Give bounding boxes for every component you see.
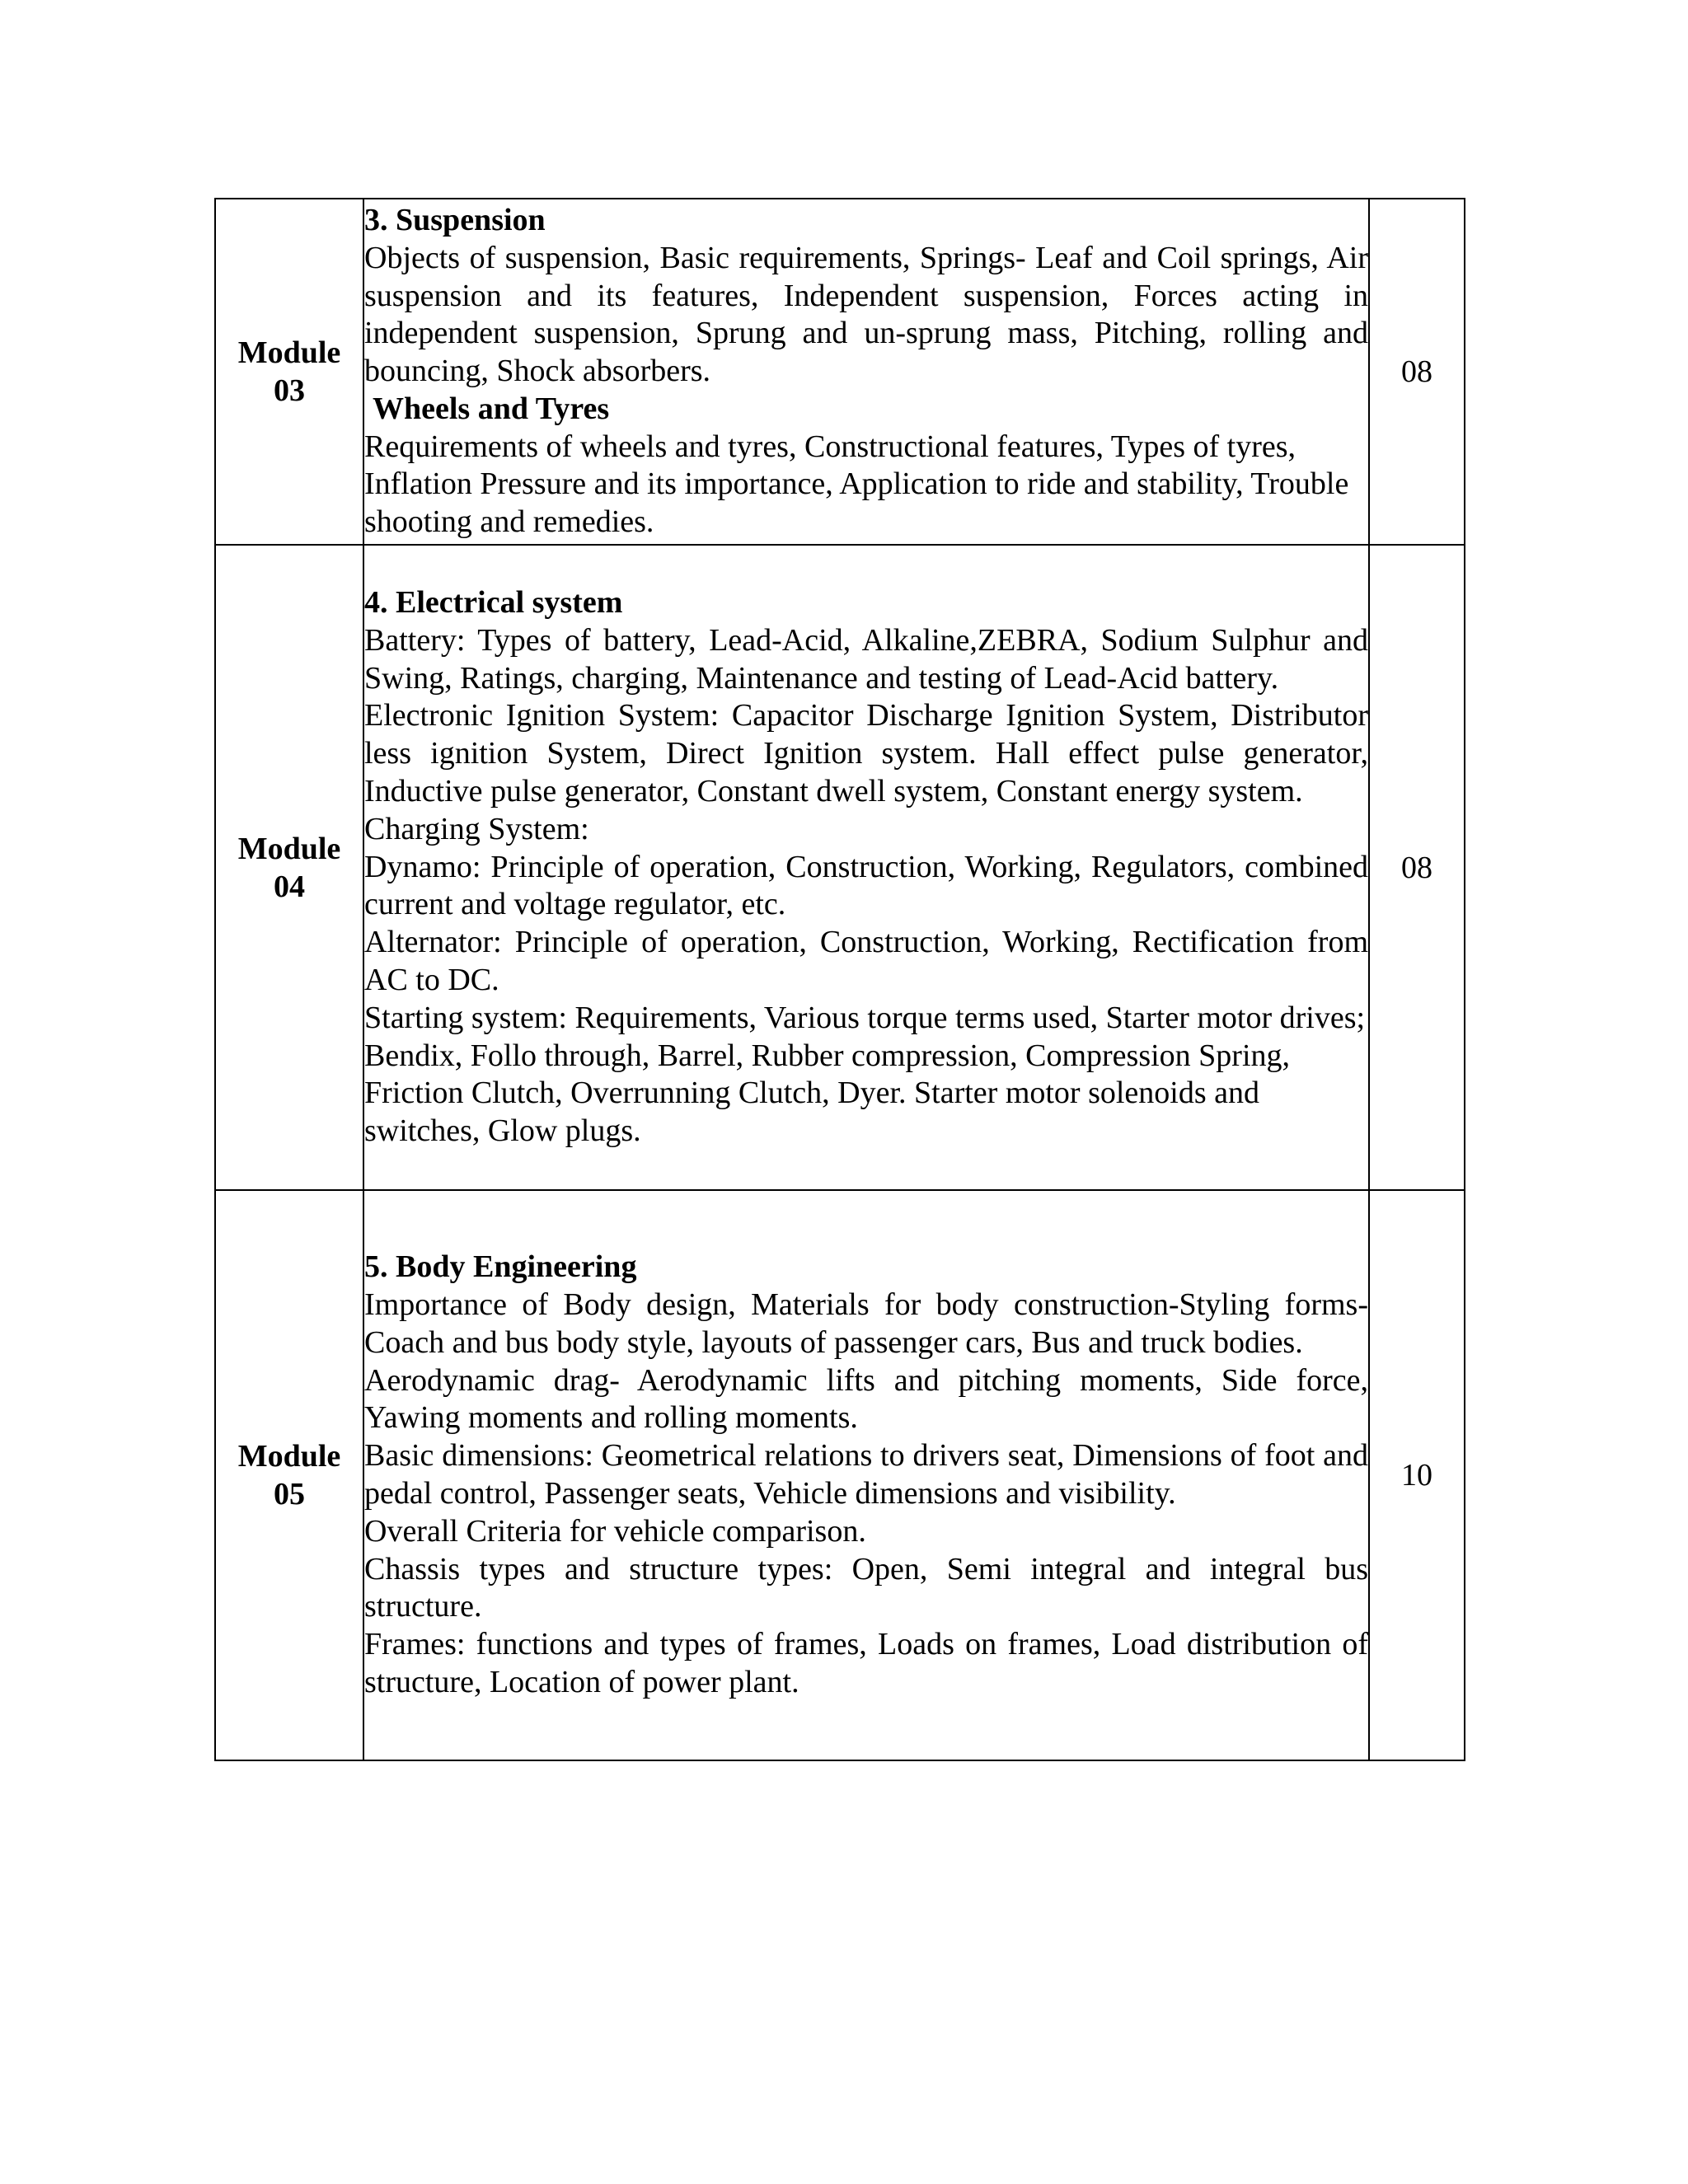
section-heading-wheels-tyres: Wheels and Tyres [373,391,610,426]
section-paragraph: Starting system: Requirements, Various torque terms used, Starter motor drives; Bendix, Follo through, Barrel, Rubber compression, Compression Spring, Friction Clutch, Overrunning Clutch, Dyer. Starter motor solenoids and switches, Glow plugs. [364,1000,1366,1149]
section-heading-suspension: 3. Suspension [364,202,546,237]
module-03-content [363,199,1369,545]
module-05-label-cell [215,1190,363,1760]
module-number: 05 [274,1477,305,1511]
module-04-label-cell [215,545,363,1190]
module-03-hours: 08 [1369,199,1465,545]
module-05-hours: 10 [1369,1190,1465,1760]
syllabus-table [214,198,1465,1761]
module-05-row [215,1190,1465,1760]
module-05-content [363,1190,1369,1760]
section-heading-electrical-system: 4. Electrical system [364,585,623,621]
module-label: Module [237,831,341,866]
module-number: 03 [274,373,305,408]
section-paragraph: Frames: functions and types of frames, Loads on frames, Load distribution of structure, Location of power plant. [364,1627,1368,1699]
section-paragraph: Aerodynamic drag- Aerodynamic lifts and pitching moments, Side force, Yawing moments and rolling moments. [364,1362,1368,1436]
section-paragraph: Charging System: [364,811,589,846]
module-number: 04 [274,869,305,904]
section-paragraph: Alternator: Principle of operation, Construction, Working, Rectification from AC to DC. [364,925,1368,997]
module-label: Module [237,1439,341,1474]
module-04-content [363,545,1369,1190]
section-paragraph: Chassis types and structure types: Open, Semi integral and integral bus structure. [364,1551,1368,1624]
section-paragraph: Electronic Ignition System: Capacitor Discharge Ignition System, Distributor less ignition System, Direct Ignition system. Hall effect pulse generator, Inductive pulse generator, Constant dwell system, Constant energy system. [364,698,1368,808]
module-03-label-cell [215,199,363,545]
section-paragraph: Basic dimensions: Geometrical relations to drivers seat, Dimensions of foot and pedal control, Passenger seats, Vehicle dimensions and visibility. [364,1438,1368,1511]
section-paragraph: Objects of suspension, Basic requirements, Springs- Leaf and Coil springs, Air suspension and its features, Independent suspension, Forces acting in independent suspension, Sprung and un-sprung mass, Pitching, rolling and bouncing, Shock absorbers. [364,240,1368,389]
section-heading-body-engineering: 5. Body Engineering [364,1249,637,1285]
section-paragraph: Importance of Body design, Materials for body construction-Styling forms-Coach and bus body style, layouts of passenger cars, Bus and truck bodies. [364,1287,1368,1360]
section-paragraph: Overall Criteria for vehicle comparison. [364,1513,866,1549]
module-03-row [215,199,1465,545]
module-04-row [215,545,1465,1190]
module-label: Module [237,335,341,370]
section-paragraph: Requirements of wheels and tyres, Constructional features, Types of tyres, Inflation Pressure and its importance, Application to ride and stability, Trouble shooting and remedies. [364,429,1349,540]
section-paragraph: Battery: Types of battery, Lead-Acid, Alkaline,ZEBRA, Sodium Sulphur and Swing, Ratings, charging, Maintenance and testing of Lead-Acid battery. [364,622,1368,696]
section-paragraph: Dynamo: Principle of operation, Construction, Working, Regulators, combined current and voltage regulator, etc. [364,849,1368,922]
module-04-hours: 08 [1369,545,1465,1190]
